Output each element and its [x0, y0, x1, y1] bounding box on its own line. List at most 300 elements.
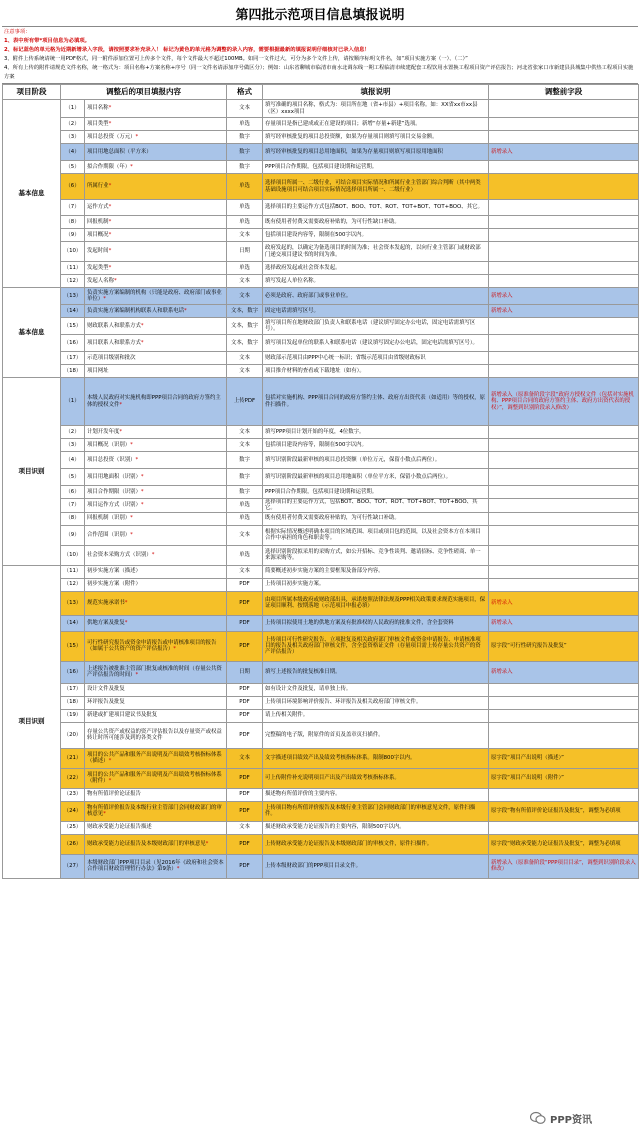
item-name: 初步实施方案（描述）	[87, 568, 141, 575]
item-name-cell	[85, 144, 227, 161]
row-number: （14）	[61, 615, 85, 631]
table-row	[3, 696, 639, 709]
row-number: （24）	[61, 801, 85, 821]
item-name: 上述报告被批准主管部门批复或核准的时间（存量公共资产评估报告的时间）	[87, 665, 222, 679]
item-name: 财政联系人和联系方式	[87, 322, 141, 329]
required-star: *	[108, 264, 112, 271]
row-number: （16）	[61, 661, 85, 683]
format-cell: PDF	[227, 709, 263, 722]
previous-field-cell	[489, 683, 639, 696]
table-row	[3, 722, 639, 748]
item-name-cell	[85, 709, 227, 722]
description-cell: 选择项目所属一、二级行业，可结合项目实际情况和所属行业主管部门综合判断（其中两类基础设施项目可结合项目实际情况选择项目所属一、二级行业）	[263, 174, 489, 200]
description-cell: 选择项目的主要运作方式，包括BOT、BOO、TOT、ROT、TOT+BOT、TOT+BOO、其它。	[263, 499, 489, 513]
note-4: 4、所有上传的附件请规范文件名称，统一格式为：项目名称+方案名称+序号（同一文件名请添加序号做区分）；例如：山东省聊城市临清市南水北调东线一期工程临清市续建配套工程饮用水置换工程项目资产评估报告；河北省张家口市新建县县城集中供热工程项目实施方案	[4, 65, 634, 80]
item-name: 社会资本采购方式（识别）	[87, 551, 152, 558]
description-cell: 填写识别阶段最新审核的项目总用地面积（单位平方米，保留小数点后两位）。	[263, 469, 489, 486]
row-number: （9）	[61, 229, 85, 242]
format-cell: 文本	[227, 288, 263, 305]
format-cell: PDF	[227, 854, 263, 878]
previous-field-cell	[489, 578, 639, 591]
table-row	[3, 318, 639, 335]
row-number: （1）	[61, 100, 85, 118]
item-name-cell	[85, 318, 227, 335]
item-name-cell	[85, 499, 227, 513]
table-row	[3, 100, 639, 118]
item-name: 计划开发年度	[87, 428, 120, 435]
item-name-cell	[85, 821, 227, 834]
description-cell: 根据实际情况概述明确本项目的区域范围、项目或项目包的范围，以及社会资本方在本项目合作中承担的角色和职责等。	[263, 525, 489, 545]
item-name-cell	[85, 365, 227, 378]
table-row	[3, 335, 639, 352]
previous-field-cell: 新增录入	[489, 305, 639, 318]
table-row	[3, 834, 639, 854]
required-star: *	[108, 248, 112, 255]
item-name: 负责实施方案编制的机构（只能是政府、政府部门或事业单位）	[87, 289, 222, 302]
previous-field-cell: 原字段“财政承受能力论证报告及批复”，调整为必填项	[489, 834, 639, 854]
row-number: （26）	[61, 834, 85, 854]
description-cell: 上传项目物有所值评价报告及本级行业主管部门会同财政部门的审核意见文件，原件扫描件。	[263, 801, 489, 821]
item-name: 本级财政部门PPP项目目录（见2016年《政府和社会资本合作项目财政管理暂行办法》第9条）	[87, 859, 224, 873]
row-number: （4）	[61, 452, 85, 469]
item-name-cell	[85, 131, 227, 144]
item-name: 项目的公共产品和服务产出说明及产出绩效考核指标体系（描述）	[87, 751, 222, 765]
table-row	[3, 174, 639, 200]
item-name-cell	[85, 578, 227, 591]
format-cell: 文本	[227, 565, 263, 578]
previous-field-cell	[489, 318, 639, 335]
description-cell: 如有设计文件及批复，请单独上传。	[263, 683, 489, 696]
item-name-cell	[85, 486, 227, 499]
format-cell: PDF	[227, 768, 263, 788]
required-star: *	[124, 619, 128, 626]
required-star: *	[108, 218, 112, 225]
stage-cell: 基本信息	[3, 100, 61, 288]
previous-field-cell	[489, 216, 639, 229]
item-name-cell	[85, 565, 227, 578]
table-row	[3, 788, 639, 801]
required-star: *	[140, 502, 144, 509]
previous-field-cell: 原字段“项目产出说明（描述）”	[489, 748, 639, 768]
item-name: 合作范围（识别）	[87, 531, 131, 538]
required-star: *	[135, 672, 139, 679]
previous-field-cell	[489, 131, 639, 144]
table-row	[3, 591, 639, 615]
row-number: （19）	[61, 709, 85, 722]
item-name-cell	[85, 768, 227, 788]
item-name: 设计文件及批复	[87, 686, 125, 693]
required-star: *	[108, 778, 112, 785]
item-name: 规范实施承诺书	[87, 599, 125, 606]
description-cell: 上传财政承受能力论证报告及本级财政部门的审核文件，原件扫描件。	[263, 834, 489, 854]
row-number: （8）	[61, 512, 85, 525]
description-cell: 填写经审核批复的项目总投资额，如果为存量项目则填写项目交易金额。	[263, 131, 489, 144]
item-name: 物有所值评价论证报告	[87, 791, 141, 798]
format-cell: 单选	[227, 262, 263, 275]
previous-field-cell	[489, 242, 639, 262]
item-name: 存量公共资产或权益的资产评估报告以及存量资产或权益转让时所可能涉及到的各类文件	[87, 728, 222, 742]
item-name-cell	[85, 305, 227, 318]
format-cell: PDF	[227, 696, 263, 709]
item-name: 项目网址	[87, 367, 109, 374]
row-number: （5）	[61, 161, 85, 174]
item-name: 项目运作方式（识别）	[87, 502, 141, 509]
description-cell: 选择识别阶段拟采用的采购方式，如公开招标、竞争性谈判、邀请招标、竞争性磋商、单一来源采购等。	[263, 545, 489, 565]
item-name-cell	[85, 512, 227, 525]
header-previous: 调整前字段	[489, 85, 639, 100]
description-cell: 填写项目发起单位的联系人和联系电话（建议填写固定办公电话，固定电话需填写区号）。	[263, 335, 489, 352]
table-body	[3, 100, 639, 879]
description-cell: 固定电话需填写区号。	[263, 305, 489, 318]
description-cell: 填写上述报告的批复核准日期。	[263, 661, 489, 683]
previous-field-cell: 新增录入（原准备阶段“PPP项目目录”，调整到识别阶段录入修改）	[489, 854, 639, 878]
previous-field-cell	[489, 469, 639, 486]
table-row	[3, 469, 639, 486]
header-format: 格式	[227, 85, 263, 100]
format-cell: PDF	[227, 788, 263, 801]
description-cell: 上传本级财政部门的PPP项目目录文件。	[263, 854, 489, 878]
description-cell: 选择项目的主要运作方式包括BOT、BOO、TOT、ROT、TOT+BOT、TOT+BOO、其它。	[263, 200, 489, 216]
format-cell: 文本	[227, 100, 263, 118]
required-star: *	[119, 428, 123, 435]
format-cell: 日期	[227, 242, 263, 262]
table-row	[3, 216, 639, 229]
format-cell: PDF	[227, 615, 263, 631]
previous-field-cell	[489, 352, 639, 365]
previous-field-cell: 新增录入（原准备阶段字段“政府方授权文件（包括对实施机构、PPP项目合同的政府方签约主体、政府方出资代表的授权）”，调整到识别阶段录入修改）	[489, 378, 639, 426]
description-cell: 包括对实施机构、PPP项目合同的政府方签约主体、政府方出资代表（如适用）等的授权，原件扫描件。	[263, 378, 489, 426]
previous-field-cell	[489, 161, 639, 174]
row-number: （13）	[61, 288, 85, 305]
format-cell: 文本	[227, 821, 263, 834]
description-cell: 上传项目可行性研究报告、立项批复及相关政府部门审核文件或资金申请报告、申请核准项目的报告及相关政府部门审核文件，含全套资格证文件（存量项目需上传存量公共资产的资产评估报告）	[263, 631, 489, 661]
required-star: *	[205, 840, 209, 847]
item-name: 初步实施方案（附件）	[87, 581, 141, 588]
table-row	[3, 352, 639, 365]
previous-field-cell	[489, 709, 639, 722]
required-star: *	[130, 515, 133, 522]
row-number: （17）	[61, 352, 85, 365]
description-cell: 选择政府发起或社会资本发起。	[263, 262, 489, 275]
table-row	[3, 275, 639, 288]
required-star: *	[130, 163, 133, 170]
stage-cell: 项目识别	[3, 378, 61, 566]
format-cell: PDF	[227, 578, 263, 591]
wechat-icon	[530, 1111, 546, 1125]
format-cell: PDF	[227, 801, 263, 821]
item-name-cell	[85, 426, 227, 439]
item-name-cell	[85, 788, 227, 801]
previous-field-cell: 原字段“项目产出说明（附件）”	[489, 768, 639, 788]
format-cell: 数字	[227, 131, 263, 144]
item-name-cell	[85, 854, 227, 878]
item-name-cell	[85, 801, 227, 821]
row-number: （2）	[61, 118, 85, 131]
required-star: *	[108, 120, 112, 127]
previous-field-cell	[489, 275, 639, 288]
description-cell: 上传项目拟使用土地的供地方案及有批准权的人民政府的批准文件，含全套资料	[263, 615, 489, 631]
description-cell: 财政部示范项目由PPP中心统一标识；省级示范项目由省级财政标识	[263, 352, 489, 365]
previous-field-cell	[489, 821, 639, 834]
previous-field-cell: 原字段“物有所值评价论证报告及批复”，调整为必填项	[489, 801, 639, 821]
description-cell: 包括项目建设内容等，限制在500字以内。	[263, 229, 489, 242]
row-number: （23）	[61, 788, 85, 801]
table-row	[3, 854, 639, 878]
item-name-cell	[85, 683, 227, 696]
description-cell: 既有使用者付费又需要政府补贴的，为可行性缺口补助。	[263, 512, 489, 525]
header-description: 填报说明	[263, 85, 489, 100]
item-name-cell	[85, 748, 227, 768]
description-cell: 填写项目所在地财政部门负责人和联系电话（建议填写固定办公电话，固定电话需填写区号）。	[263, 318, 489, 335]
watermark	[526, 1107, 626, 1129]
notes-heading: 注意事项：	[4, 29, 31, 35]
item-name-cell	[85, 834, 227, 854]
format-cell: 单选	[227, 200, 263, 216]
required-star: *	[113, 277, 117, 284]
previous-field-cell	[489, 174, 639, 200]
item-name-cell	[85, 288, 227, 305]
required-star: *	[140, 339, 144, 346]
previous-field-cell: 新增录入	[489, 661, 639, 683]
item-name-cell	[85, 439, 227, 452]
previous-field-cell	[489, 426, 639, 439]
previous-field-cell	[489, 229, 639, 242]
format-cell: 文本	[227, 365, 263, 378]
item-name: 新建或扩建项目建议书及批复	[87, 712, 158, 719]
table-row	[3, 768, 639, 788]
previous-field-cell	[489, 565, 639, 578]
note-2: 2、标记蓝色的单元格为近期新增录入字段，请按照要求补充录入！ 标记为黄色的单元格为调整的录入内容，需要根据最新的填报说明仔细核对已录入信息！	[4, 47, 370, 53]
format-cell: 数字	[227, 452, 263, 469]
row-number: （2）	[61, 426, 85, 439]
description-cell: PPP项目合作期限，包括项目建设期和运营期。	[263, 486, 489, 499]
table-row	[3, 242, 639, 262]
description-cell: 填写识别阶段最新审核的项目总投资额（单位万元，保留小数点后两位）。	[263, 452, 489, 469]
row-number: （15）	[61, 318, 85, 335]
row-number: （3）	[61, 131, 85, 144]
row-number: （7）	[61, 200, 85, 216]
required-star: *	[140, 322, 144, 329]
previous-field-cell	[489, 499, 639, 513]
table-row	[3, 525, 639, 545]
table-row	[3, 365, 639, 378]
format-cell: PDF	[227, 591, 263, 615]
description-cell: 政府发起的，以确定为备选项目的时间为准；社会资本发起的，以向行业主管部门或财政部门递交项目建议书的时间为准。	[263, 242, 489, 262]
description-cell: 由项目所属本级政府或财政部出具，承诺按照法律法规及PPP相关政策要求规范实施项目，保证项目顺利、按期落地（示范项目申报必填）	[263, 591, 489, 615]
item-name: 本级人民政府对实施机构即PPP项目合同的政府方签约主体的授权文件	[87, 395, 221, 408]
table-row	[3, 161, 639, 174]
previous-field-cell	[489, 335, 639, 352]
table-row	[3, 545, 639, 565]
header-content: 调整后的项目填报内容	[61, 85, 227, 100]
row-number: （5）	[61, 469, 85, 486]
info-table	[2, 84, 639, 879]
row-number: （11）	[61, 565, 85, 578]
required-star: *	[176, 866, 180, 873]
item-name: 拟合作期限（年）	[87, 163, 131, 170]
item-name: 发起人名称	[87, 277, 114, 284]
format-cell: 文本	[227, 426, 263, 439]
row-number: （22）	[61, 768, 85, 788]
item-name-cell	[85, 174, 227, 200]
required-star: *	[108, 204, 112, 211]
table-row	[3, 144, 639, 161]
table-row	[3, 821, 639, 834]
item-name: 项目名称	[87, 105, 109, 112]
item-name-cell	[85, 200, 227, 216]
required-star: *	[119, 401, 123, 408]
table-row	[3, 439, 639, 452]
item-name: 发起类型	[87, 264, 109, 271]
description-cell: 填写经审核批复的项目总用地面积，如果为存量项目则填写项目原用地面积	[263, 144, 489, 161]
format-cell: 文本	[227, 525, 263, 545]
previous-field-cell: 原字段“可行性研究报告及批复”	[489, 631, 639, 661]
format-cell: 数字	[227, 486, 263, 499]
previous-field-cell	[489, 512, 639, 525]
format-cell: PDF	[227, 683, 263, 696]
description-cell: 既有使用者付费又需要政府补贴的，为可行性缺口补助。	[263, 216, 489, 229]
row-number: （3）	[61, 439, 85, 452]
note-3: 3、附件上传系统请统一用PDF格式，同一附件添加位置可上传多个文件，每个文件最大不超过100MB。如同一文件过大，可分为多个文件上传，请按顺序标明文件名，如“项目实施方案（一）、（二）”	[4, 56, 468, 62]
description-cell: 项目推介材料的查看或下载地址（如有）。	[263, 365, 489, 378]
format-cell: 文本	[227, 275, 263, 288]
required-star: *	[103, 811, 106, 818]
description-cell: 可上传附件补充说明项目产出及产出绩效考核指标体系。	[263, 768, 489, 788]
required-star: *	[130, 441, 133, 448]
table-row	[3, 288, 639, 305]
item-name: 回报机制（识别）	[87, 515, 131, 522]
table-row	[3, 709, 639, 722]
format-cell: 单选	[227, 216, 263, 229]
row-number: （18）	[61, 365, 85, 378]
format-cell: PDF	[227, 834, 263, 854]
stage-cell: 基本信息	[3, 288, 61, 378]
description-cell: 描述物有所值评价的主要内容。	[263, 788, 489, 801]
format-cell: 上传PDF	[227, 378, 263, 426]
required-star: *	[108, 758, 112, 765]
table-row	[3, 118, 639, 131]
table-row	[3, 305, 639, 318]
item-name: 供地方案及批复	[87, 619, 125, 626]
table-row	[3, 486, 639, 499]
format-cell: 单选	[227, 512, 263, 525]
format-cell: 文本，数字	[227, 335, 263, 352]
row-number: （21）	[61, 748, 85, 768]
previous-field-cell: 新增录入	[489, 288, 639, 305]
format-cell: 数字	[227, 144, 263, 161]
format-cell: 单选	[227, 499, 263, 513]
row-number: （9）	[61, 525, 85, 545]
description-cell: 填写准确的项目名称，格式为：项目所在地（省+市县）+项目名称。如：XX省xx市xx县（区）xxxx项目	[263, 100, 489, 118]
item-name: 所属行业	[87, 183, 109, 190]
required-star: *	[151, 551, 155, 558]
item-name: 示范项目级别和批次	[87, 354, 136, 361]
item-name-cell	[85, 591, 227, 615]
previous-field-cell	[489, 365, 639, 378]
required-star: *	[173, 646, 176, 653]
row-number: （18）	[61, 696, 85, 709]
item-name: 财政承受能力论证报告及本级财政部门的审核意见	[87, 840, 206, 847]
page-title: 第四批示范项目信息填报说明	[235, 8, 405, 23]
description-cell: 文字描述项目绩效产出及绩效考核指标体系。限制800字以内。	[263, 748, 489, 768]
table-row	[3, 229, 639, 242]
table-row	[3, 661, 639, 683]
item-name: 项目用地面积（识别）	[87, 473, 141, 480]
required-star: *	[140, 473, 144, 480]
table-row	[3, 452, 639, 469]
row-number: （12）	[61, 275, 85, 288]
item-name-cell	[85, 469, 227, 486]
description-cell: 填写发起人单位名称。	[263, 275, 489, 288]
format-cell: 日期	[227, 661, 263, 683]
required-star: *	[135, 133, 139, 140]
format-cell: 文本	[227, 748, 263, 768]
format-cell: 文本	[227, 439, 263, 452]
watermark-text: PPP资讯	[550, 1114, 592, 1126]
item-name: 环评报告及批复	[87, 699, 125, 706]
format-cell: 单选	[227, 545, 263, 565]
table-row	[3, 426, 639, 439]
item-name: 负责实施方案编制机构联系人和联系电话	[87, 307, 185, 314]
table-row	[3, 378, 639, 426]
row-number: （20）	[61, 722, 85, 748]
previous-field-cell: 新增录入	[489, 144, 639, 161]
format-cell: PDF	[227, 722, 263, 748]
stage-cell: 项目识别	[3, 565, 61, 878]
item-name-cell	[85, 118, 227, 131]
row-number: （6）	[61, 174, 85, 200]
table-row	[3, 512, 639, 525]
table-row	[3, 801, 639, 821]
required-star: *	[103, 296, 106, 302]
table-row	[3, 683, 639, 696]
header-stage: 项目阶段	[3, 85, 61, 100]
item-name: 项目的公共产品和服务产出说明及产出绩效考核指标体系（附件）	[87, 771, 222, 785]
required-star: *	[130, 531, 133, 538]
previous-field-cell	[489, 100, 639, 118]
item-name-cell	[85, 352, 227, 365]
table-row	[3, 262, 639, 275]
item-name-cell	[85, 615, 227, 631]
item-name-cell	[85, 161, 227, 174]
table-row	[3, 578, 639, 591]
item-name: 项目总投资（识别）	[87, 456, 136, 463]
format-cell: PDF	[227, 631, 263, 661]
description-cell: 必须是政府、政府部门或事业单位。	[263, 288, 489, 305]
description-cell: 完整稿的电子版，附原件的首页及盖章页扫描件。	[263, 722, 489, 748]
item-name: 可行性研究报告或资金申请报告或申请核准项目的报告（如属于公共资产的资产评估报告）	[87, 639, 217, 653]
previous-field-cell	[489, 788, 639, 801]
item-name: 项目用地总面积（平方米）	[87, 148, 152, 155]
item-name-cell	[85, 229, 227, 242]
previous-field-cell	[489, 486, 639, 499]
item-name-cell	[85, 262, 227, 275]
item-name-cell	[85, 545, 227, 565]
table-row	[3, 200, 639, 216]
required-star: *	[108, 231, 112, 238]
item-name-cell	[85, 525, 227, 545]
format-cell: 文本，数字	[227, 318, 263, 335]
table-row	[3, 748, 639, 768]
item-name: 项目总投资（万元）	[87, 133, 136, 140]
previous-field-cell	[489, 696, 639, 709]
row-number: （10）	[61, 242, 85, 262]
description-cell: 简要概述初步实施方案的主要框架及备部分内容。	[263, 565, 489, 578]
required-star: *	[135, 456, 139, 463]
format-cell: 文本，数字	[227, 305, 263, 318]
item-name-cell	[85, 100, 227, 118]
previous-field-cell	[489, 525, 639, 545]
